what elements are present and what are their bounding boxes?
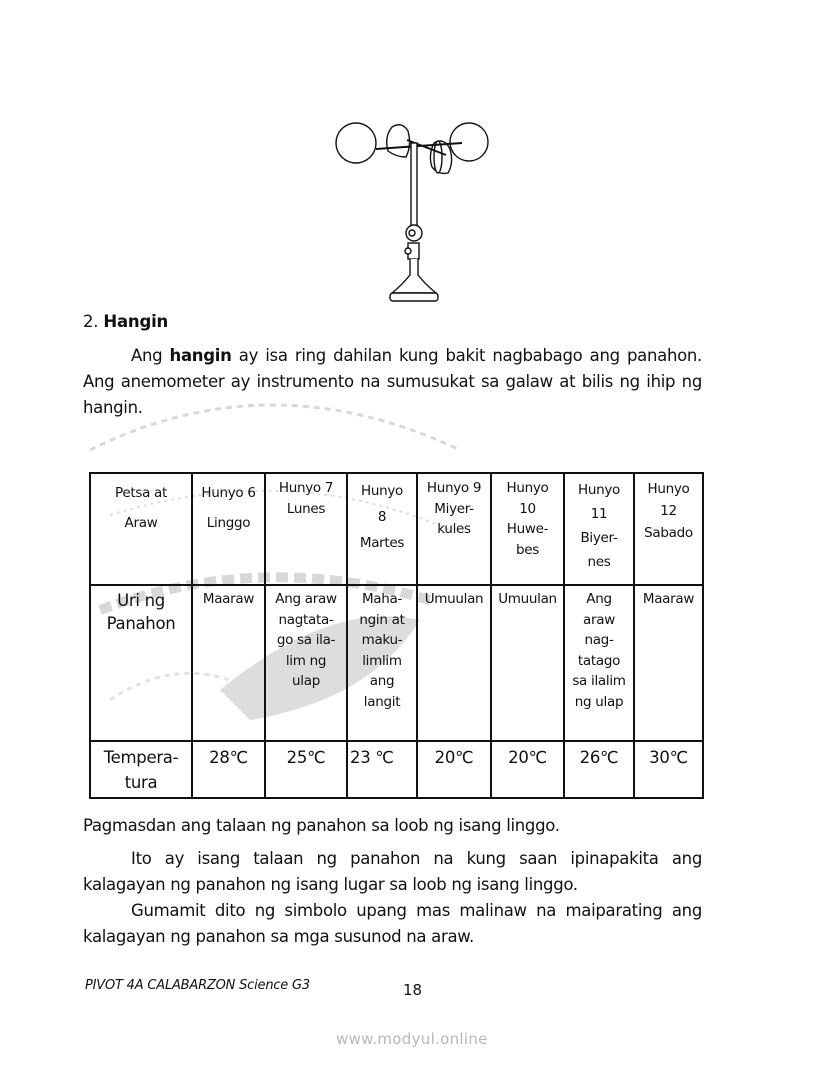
table-cell: Hunyo 8 Martes [347,473,417,585]
table-cell: Hunyo 11 Biyer- nes [564,473,634,585]
table-cell: Hunyo 12 Sabado [634,473,703,585]
section-number: 2. [83,312,99,331]
row-label-date: Petsa at Araw [90,473,192,585]
table-cell: 20℃ [417,741,491,798]
table-cell: Maaraw [634,585,703,741]
table-cell: 20℃ [491,741,564,798]
row-label-temperature: Tempera- tura [90,741,192,798]
table-row-date [90,473,703,585]
paragraph-text: Ang [131,346,170,365]
table-cell: 28℃ [192,741,265,798]
anemometer-illustration [330,115,505,310]
table-row-temperature [90,741,703,798]
table-cell: Ang araw nagtata- go sa ila- lim ng ulap [265,585,347,741]
table-cell: Maha- ngin at maku- limlim ang langit [347,585,417,741]
table-cell: Hunyo 10 Huwe- bes [491,473,564,585]
table-cell: Hunyo 7 Lunes [265,473,347,585]
table-cell: Umuulan [417,585,491,741]
table-cell: Hunyo 6 Linggo [192,473,265,585]
paragraph-hangin-definition [83,343,702,421]
table-cell: 23 ℃ [347,741,417,798]
table-cell: Maaraw [192,585,265,741]
footer-module-title: PIVOT 4A CALABARZON Science G3 [85,978,310,993]
table-cell: Ang araw nag- tatago sa ilalim ng ulap [564,585,634,741]
weather-table [89,472,704,799]
section-heading [83,312,168,331]
paragraph-text: Gumamit dito ng simbolo upang mas malinaw na maiparating ang kalagayan ng panahon sa mga susunod na araw. [83,901,702,946]
paragraph-text: ay isa ring dahilan kung bakit nagbabago ang panahon. Ang anemometer ay instrumento na sumusukat sa galaw at bilis ng ihip ng hangin. [83,346,702,417]
paragraph-explanation [83,846,702,950]
table-cell: Umuulan [491,585,564,741]
keyword-hangin: hangin [169,346,232,365]
site-watermark: www.modyul.online [336,1030,488,1048]
page-number: 18 [403,981,423,999]
paragraph-text: Ito ay isang talaan ng panahon na kung saan ipinapakita ang kalagayan ng panahon ng isang lugar sa loob ng isang linggo. [83,849,702,894]
table-cell: 30℃ [634,741,703,798]
table-cell: 26℃ [564,741,634,798]
table-row-weather-type [90,585,703,741]
table-cell: Hunyo 9 Miyer- kules [417,473,491,585]
paragraph-observe: Pagmasdan ang talaan ng panahon sa loob ng isang linggo. [83,816,560,835]
row-label-weather-type: Uri ng Panahon [90,585,192,741]
section-title: Hangin [103,312,169,331]
table-cell: 25℃ [265,741,347,798]
